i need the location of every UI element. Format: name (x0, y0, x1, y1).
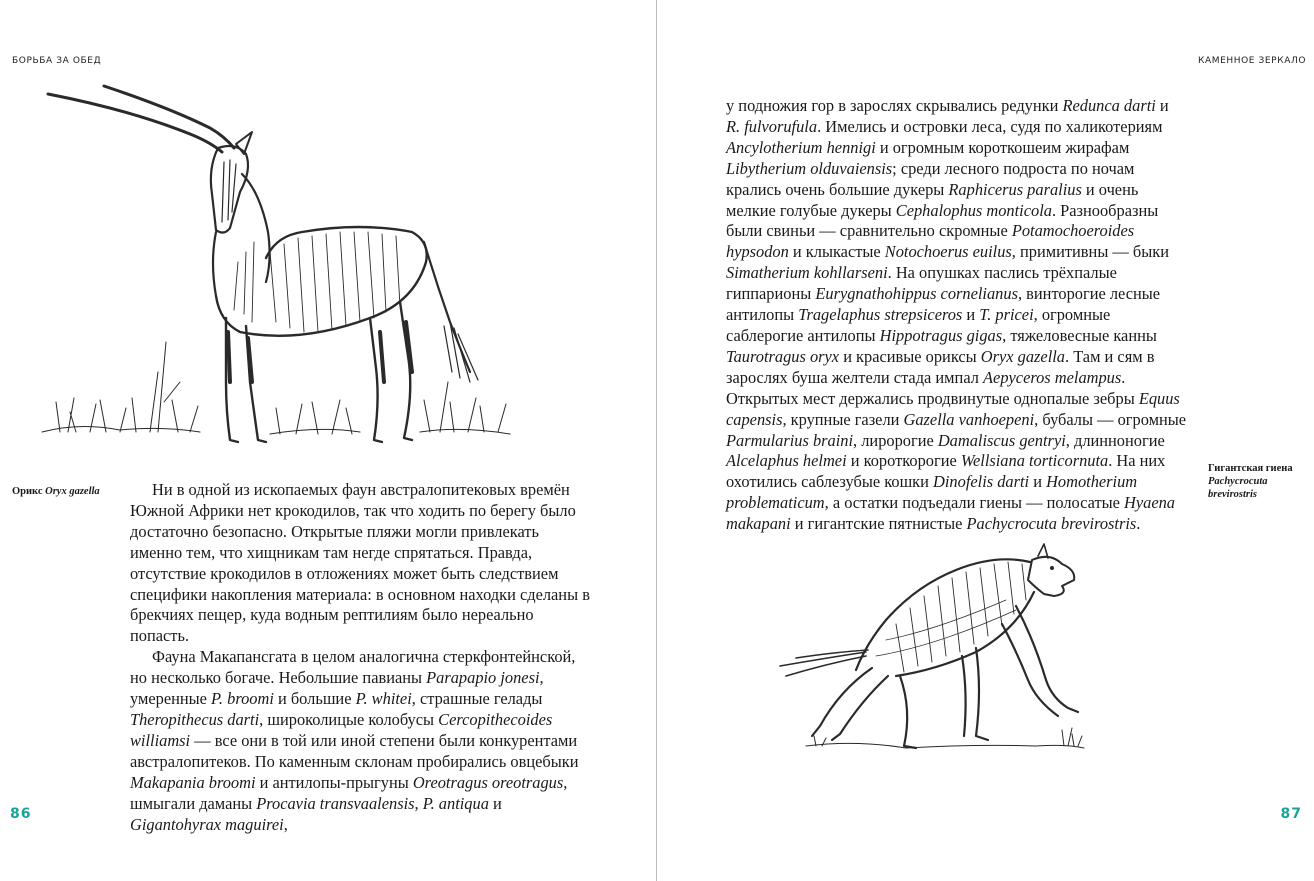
species-name: Hippotragus gigas (879, 325, 1003, 345)
text-run: и (1155, 96, 1169, 115)
text-run: , шмыгали даманы (130, 772, 568, 813)
species-name: Redunca darti (1062, 96, 1156, 115)
text-run: . На них охотились саблезубые кошки (726, 451, 1166, 492)
species-name: Theropithecus darti (130, 709, 260, 729)
caption-species: Oryx gazella (45, 486, 100, 497)
text-run: . Разнообразны были свиньи — сравнительно скромные (726, 200, 1159, 241)
text-run: Ни в одной из ископаемых фаун австралопитековых времён Южной Африки нет крокодилов, так что ходить по берегу было достаточно безопасно. Открытые пляжи могли привлекать именно тем, что хищникам там негде спрятаться. Правда, отсутствие крокодилов в отложениях может быть следствием специфики накопления материала: в основном находки сделаны в брекчиях пещер, куда водным рептилиям было нереально попасть. (130, 480, 590, 646)
species-name: Potamochoeroides hypsodon (726, 221, 1135, 262)
species-name: Ancylotherium hennigi (726, 137, 876, 157)
text-run: , лиророгие (853, 430, 938, 450)
caption-label: Орикс (12, 486, 46, 497)
species-name: Damaliscus gentryi (937, 430, 1066, 450)
left-body-text (130, 480, 590, 835)
text-run: и красивые ориксы (839, 346, 981, 366)
species-name: Wellsiana torticornuta (960, 451, 1109, 471)
species-name: Tragelaphus strepsiceros (798, 305, 963, 325)
species-name: Makapania broomi (130, 772, 256, 792)
right-page (658, 0, 1314, 881)
text-run: , бубалы — огромные (1034, 409, 1187, 429)
species-name: Libytherium olduvaiensis (726, 158, 893, 178)
species-name: Parapapio jonesi (426, 668, 540, 688)
text-run: . Там и сям в зарослях буша желтели стада импал (726, 346, 1155, 387)
text-run: , крупные газели (782, 409, 904, 429)
text-run: , примитивны — быки (1011, 242, 1170, 262)
paragraph (726, 96, 1186, 535)
species-name: Eurygnathohippus cornelianus (815, 284, 1018, 304)
species-name: Homotherium problematicum (726, 472, 1138, 513)
page-number-left: 86 (10, 806, 32, 822)
species-name: Hyaena makapani (726, 493, 1176, 534)
species-name: Aepyceros melampus (983, 367, 1122, 387)
oryx-illustration (40, 82, 515, 454)
text-run: , умеренные (130, 668, 544, 709)
species-name: Gigantohyrax maguirei (130, 814, 284, 834)
text-run: , страшные гелады (411, 689, 543, 709)
text-run: . Имелись и островки леса, судя по халикотериям (817, 116, 1163, 136)
species-name: Parmularius braini (726, 430, 854, 450)
text-run: , (414, 793, 423, 813)
species-name: Raphicerus paralius (948, 179, 1082, 199)
text-run: и (962, 305, 980, 325)
text-run: , винторогие лесные антилопы (726, 284, 1161, 325)
text-run: и клыкастые (788, 242, 885, 262)
text-run: Фауна Макапансгата в целом аналогична стеркфонтейнской, но несколько богаче. Небольшие павианы (130, 647, 576, 688)
species-name: Taurotragus oryx (726, 346, 840, 366)
page-number-right: 87 (1280, 806, 1302, 822)
paragraph (130, 480, 590, 647)
species-name: Dinofelis darti (933, 472, 1030, 492)
text-run: и очень мелкие голубые дукеры (726, 179, 1139, 220)
species-name: Oreotragus oreotragus (412, 772, 564, 792)
species-name: Alcelaphus helmei (726, 451, 847, 471)
species-name: Oryx gazella (980, 346, 1065, 366)
text-run: , (283, 814, 288, 834)
text-run: у подножия гор в зарослях скрывались редунки (726, 96, 1063, 115)
text-run: и гигантские пятнистые (790, 514, 967, 534)
hyena-caption (1208, 462, 1308, 501)
text-run: и большие (273, 689, 356, 709)
text-run: и антилопы-прыгуны (255, 772, 413, 792)
species-name: Cephalophus monticola (895, 200, 1052, 220)
text-run: и короткорогие (846, 451, 961, 471)
species-name: Simatherium kohllarseni (726, 263, 888, 283)
species-name: Procavia transvaalensis (256, 793, 415, 813)
right-body-text (726, 96, 1186, 535)
text-run: , огромные саблерогие антилопы (726, 305, 1111, 345)
text-run: и (488, 793, 502, 813)
species-name: Pachycrocuta brevirostris (966, 514, 1137, 534)
running-head-left: БОРЬБА ЗА ОБЕД (12, 56, 102, 66)
species-name: Gazella vanhoepeni (903, 409, 1035, 429)
text-run: , длинноногие (1065, 430, 1165, 450)
species-name: P. broomi (211, 689, 274, 709)
left-page (0, 0, 656, 881)
oryx-caption (12, 485, 122, 498)
species-name: Cercopithecoides williamsi (130, 709, 553, 750)
caption-label: Гигантская гиена (1208, 463, 1293, 474)
species-name: R. fulvorufula (726, 116, 818, 136)
text-run: , тяжеловесные канны (1002, 325, 1157, 345)
text-run: , широколицые колобусы (259, 709, 439, 729)
text-run: . На опушках паслись трёхпалые гиппарионы (726, 263, 1117, 304)
text-run: ; среди лесного подроста по ночам крались очень большие дукеры (726, 158, 1135, 199)
gutter (656, 0, 657, 881)
text-run: . Открытых мест держались продвинутые однопалые зебры (726, 367, 1139, 408)
species-name: P. whitei (355, 689, 412, 709)
species-name: T. pricei (979, 305, 1034, 325)
caption-species: Pachycrocuta brevirostris (1208, 476, 1268, 500)
paragraph (130, 647, 590, 835)
hyena-illustration (776, 540, 1086, 760)
text-run: . (1136, 514, 1141, 534)
species-name: Notochoerus euilus (884, 242, 1012, 262)
species-name: P. antiqua (422, 793, 489, 813)
text-run: , а остатки подъедали гиены — полосатые (824, 493, 1125, 513)
text-run: — все они в той или иной степени были конкурентами австралопитеков. По каменным склонам пробирались овцебыки (130, 730, 579, 771)
text-run: и огромным короткошеим жирафам (875, 137, 1130, 157)
text-run: и (1029, 472, 1047, 492)
species-name: Equus capensis (726, 388, 1180, 429)
running-head-right: КАМЕННОЕ ЗЕРКАЛО (1197, 56, 1306, 66)
